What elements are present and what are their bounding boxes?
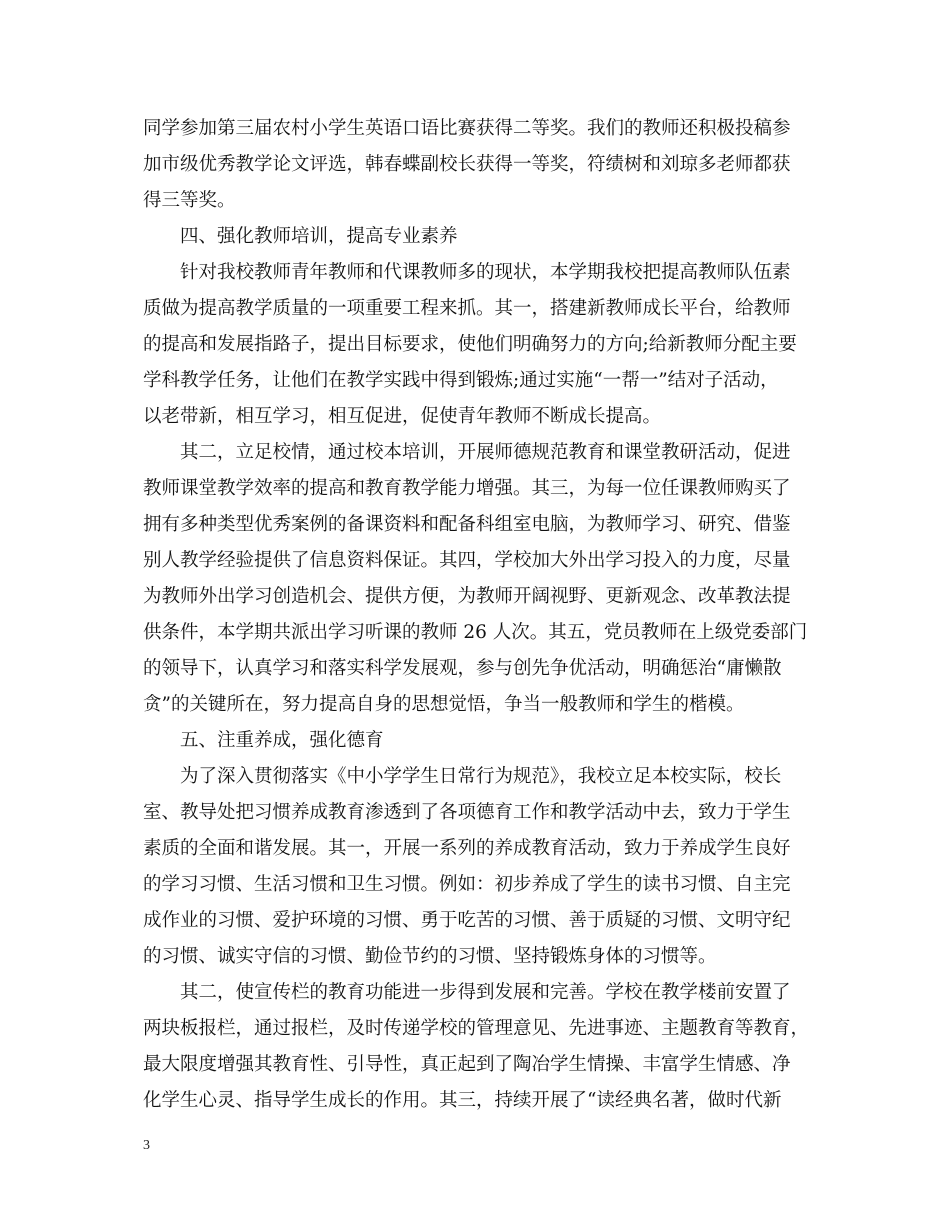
text-line: 为了深入贯彻落实《中小学学生日常行为规范》，我校立足本校实际，校长 [180, 766, 782, 787]
text-line: 同学参加第三届农村小学生英语口语比赛获得二等奖。我们的教师还积极投稿参 [143, 118, 791, 139]
text-line: 学科教学任务，让他们在教学实践中得到锻炼;通过实施“一帮一”结对子活动， [143, 370, 779, 391]
text-line: 的提高和发展指路子，提出目标要求，使他们明确努力的方向;给新教师分配主要 [143, 334, 797, 355]
text-line: 得三等奖。 [143, 190, 236, 211]
text-line: 室、教导处把习惯养成教育渗透到了各项德育工作和教学活动中去，致力于学生 [143, 802, 791, 823]
text-line: 的学习习惯、生活习惯和卫生习惯。例如：初步养成了学生的读书习惯、自主完 [143, 874, 791, 895]
text-line: 别人教学经验提供了信息资料保证。其四，学校加大外出学习投入的力度，尽量 [143, 550, 791, 571]
section-heading: 五、注重养成，强化德育 [180, 730, 384, 751]
text-line: 最大限度增强其教育性、引导性，真正起到了陶冶学生情操、丰富学生情感、净 [143, 1054, 791, 1075]
text-line: 成作业的习惯、爱护环境的习惯、勇于吃苦的习惯、善于质疑的习惯、文明守纪 [143, 910, 791, 931]
text-line: 拥有多种类型优秀案例的备课资料和配备科组室电脑，为教师学习、研究、借鉴 [143, 514, 791, 535]
text-line: 的习惯、诚实守信的习惯、勤俭节约的习惯、坚持锻炼身体的习惯等。 [143, 946, 717, 967]
text-line: 其二，使宣传栏的教育功能进一步得到发展和完善。学校在教学楼前安置了 [180, 982, 791, 1003]
text-line: 化学生心灵、指导学生成长的作用。其三，持续开展了“读经典名著，做时代新 [143, 1090, 782, 1111]
text-line: 质做为提高教学质量的一项重要工程来抓。其一，搭建新教师成长平台，给教师 [143, 298, 791, 319]
text-line: 其二，立足校情，通过校本培训，开展师德规范教育和课堂教研活动，促进 [180, 442, 791, 463]
text-line: 两块板报栏，通过报栏，及时传递学校的管理意见、先进事迹、主题教育等教育， [143, 1018, 810, 1039]
text-line: 教师课堂教学效率的提高和教育教学能力增强。其三，为每一位任课教师购买了 [143, 478, 791, 499]
text-line: 素质的全面和谐发展。其一，开展一系列的养成教育活动，致力于养成学生良好 [143, 838, 791, 859]
text-line: 以老带新，相互学习，相互促进，促使青年教师不断成长提高。 [143, 406, 662, 427]
text-line: 加市级优秀教学论文评选，韩春蝶副校长获得一等奖，符绩树和刘琼多老师都获 [143, 154, 791, 175]
text-line: 针对我校教师青年教师和代课教师多的现状，本学期我校把提高教师队伍素 [180, 262, 791, 283]
text-line: 供条件，本学期共派出学习听课的教师 26 人次。其五，党员教师在上级党委部门 [143, 622, 808, 643]
text-line: 为教师外出学习创造机会、提供方便，为教师开阔视野、更新观念、改革教法提 [143, 586, 791, 607]
section-heading: 四、强化教师培训，提高专业素养 [180, 226, 458, 247]
page-number: 3 [143, 1138, 150, 1153]
text-line: 贪”的关键所在，努力提高自身的思想觉悟，争当一般教师和学生的楷模。 [143, 694, 745, 715]
text-line: 的领导下，认真学习和落实科学发展观，参与创先争优活动，明确惩治“庸懒散 [143, 658, 782, 679]
